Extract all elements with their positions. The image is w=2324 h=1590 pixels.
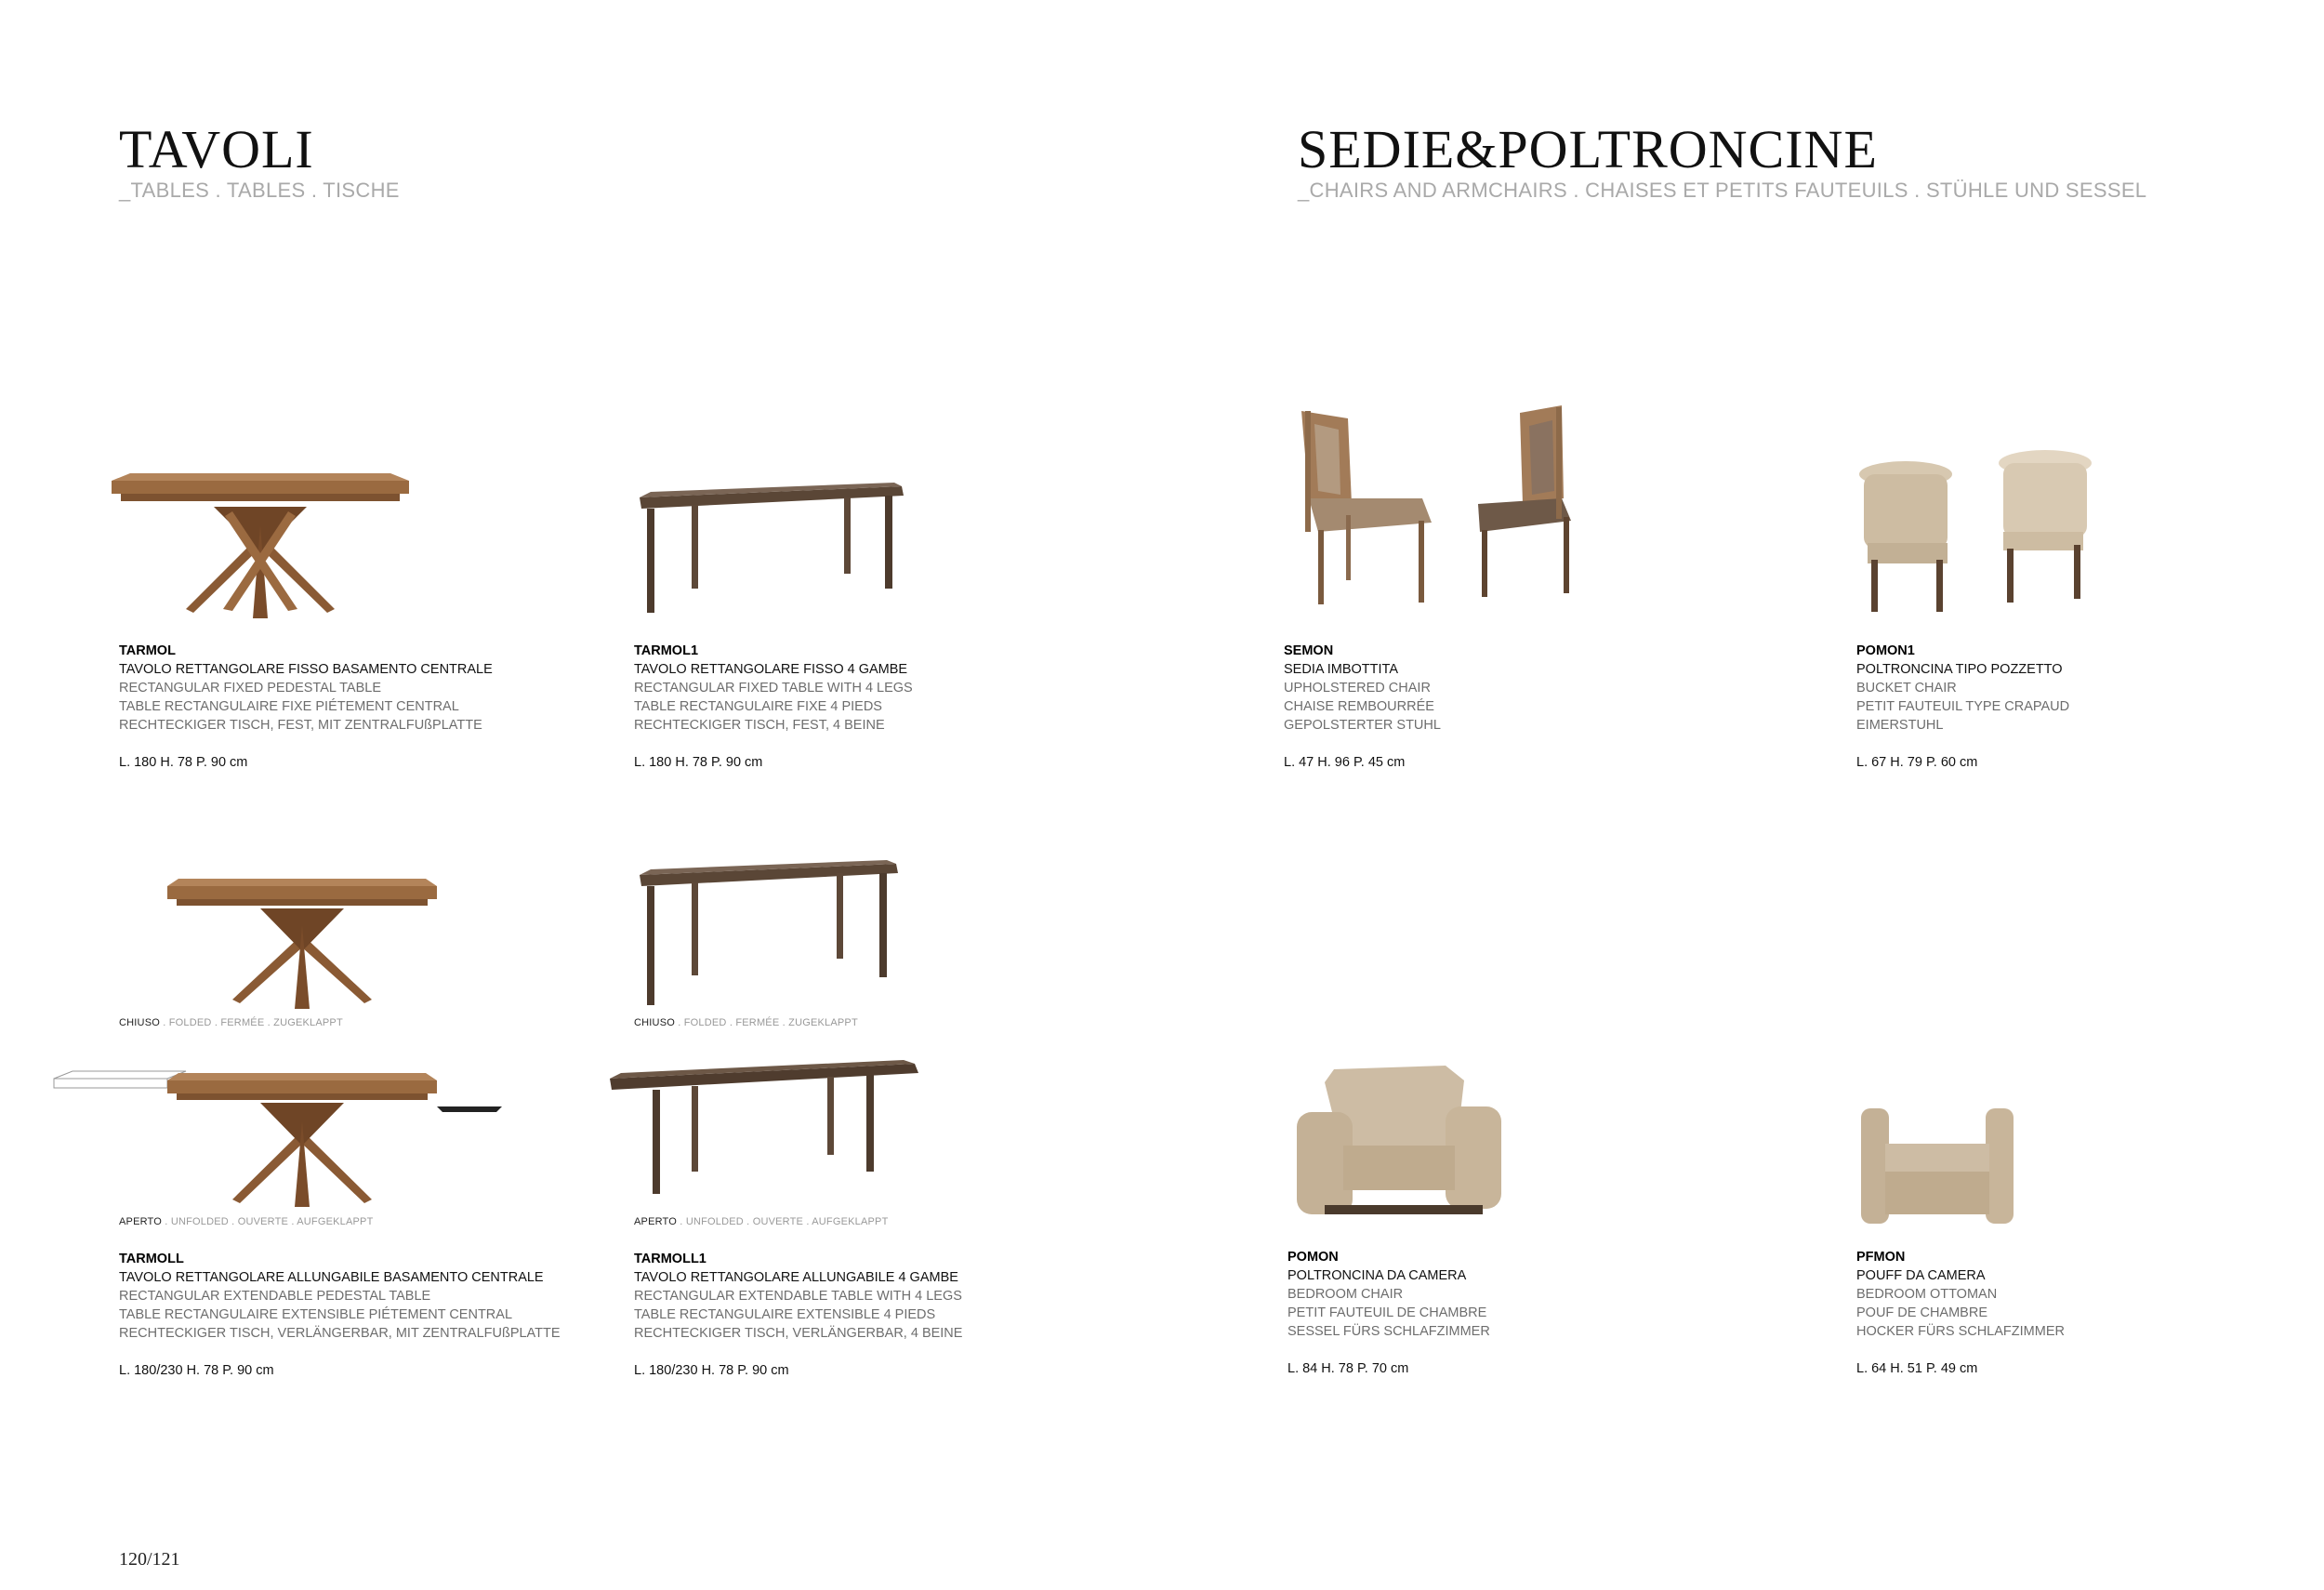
product-block-semon: SEMON SEDIA IMBOTTITA UPHOLSTERED CHAIR CHAISE REMBOURRÉE GEPOLSTERTER STUHL L. 47 H. 96 P. 45 cm [1284,643,1441,770]
product-image-tarmoll-open [46,1060,511,1209]
product-image-tarmoll1-open [606,1060,922,1199]
product-image-pomon [1287,1060,1511,1227]
state-label-tarmoll1-open: APERTO . UNFOLDED . OUVERTE . AUFGEKLAPPT [634,1216,889,1227]
product-block-pfmon: PFMON POUFF DA CAMERA BEDROOM OTTOMAN POUF DE CHAMBRE HOCKER FÜRS SCHLAFZIMMER L. 64 H. 51 P. 49 cm [1856,1250,2065,1376]
state-label-tarmoll1-closed: CHIUSO . FOLDED . FERMÉE . ZUGEKLAPPT [634,1017,858,1028]
state-label-tarmoll-closed: CHIUSO . FOLDED . FERMÉE . ZUGEKLAPPT [119,1017,343,1028]
product-block-tarmol: TARMOL TAVOLO RETTANGOLARE FISSO BASAMENTO CENTRALE RECTANGULAR FIXED PEDESTAL TABLE TABLE RECTANGULAIRE FIXE PIÉTEMENT CENTRAL RECHTECKIGER TISCH, FEST, MIT ZENTRALFUßPLATTE L. 180 H. 78 P. 90 cm [119,643,493,770]
product-image-tarmol [102,470,418,618]
product-block-tarmoll1: TARMOLL1 TAVOLO RETTANGOLARE ALLUNGABILE 4 GAMBE RECTANGULAR EXTENDABLE TABLE WITH 4 LEGS TABLE RECTANGULAIRE EXTENSIBLE 4 PIEDS RECHTECKIGER TISCH, VERLÄNGERBAR, 4 BEINE L. 180/230 H. 78 P. 90 cm [634,1252,963,1378]
product-image-tarmol1 [632,479,911,618]
section-subtitle-chairs: _CHAIRS AND ARMCHAIRS . CHAISES ET PETITS FAUTEUILS . STÜHLE UND SESSEL [1298,179,2147,202]
product-image-tarmoll-closed [158,869,446,1009]
product-image-tarmoll1-closed [634,860,904,1009]
section-subtitle-tables: _TABLES . TABLES . TISCHE [119,179,400,202]
page-number: 120/121 [119,1549,180,1570]
product-block-tarmol1: TARMOL1 TAVOLO RETTANGOLARE FISSO 4 GAMBE RECTANGULAR FIXED TABLE WITH 4 LEGS TABLE RECTANGULAIRE FIXE 4 PIEDS RECHTECKIGER TISCH, FEST, 4 BEINE L. 180 H. 78 P. 90 cm [634,643,913,770]
product-block-pomon: POMON POLTRONCINA DA CAMERA BEDROOM CHAIR PETIT FAUTEUIL DE CHAMBRE SESSEL FÜRS SCHLAFZIMMER L. 84 H. 78 P. 70 cm [1287,1250,1490,1376]
product-image-semon [1283,402,1618,606]
product-block-tarmoll: TARMOLL TAVOLO RETTANGOLARE ALLUNGABILE BASAMENTO CENTRALE RECTANGULAR EXTENDABLE PEDESTAL TABLE TABLE RECTANGULAIRE EXTENSIBLE PIÉTEMENT CENTRAL RECHTECKIGER TISCH, VERLÄNGERBAR, MIT ZENTRALFUßPLATTE L. 180/230 H. 78 P. 90 cm [119,1252,561,1378]
state-label-tarmoll-open: APERTO . UNFOLDED . OUVERTE . AUFGEKLAPPT [119,1216,374,1227]
product-block-pomon1: POMON1 POLTRONCINA TIPO POZZETTO BUCKET CHAIR PETIT FAUTEUIL TYPE CRAPAUD EIMERSTUHL L. 67 H. 79 P. 60 cm [1856,643,2070,770]
section-title-chairs: SEDIE&POLTRONCINE [1298,119,1878,179]
section-title-tables: TAVOLI [119,119,314,179]
product-image-pomon1 [1855,446,2106,614]
product-image-pfmon [1859,1106,2017,1227]
